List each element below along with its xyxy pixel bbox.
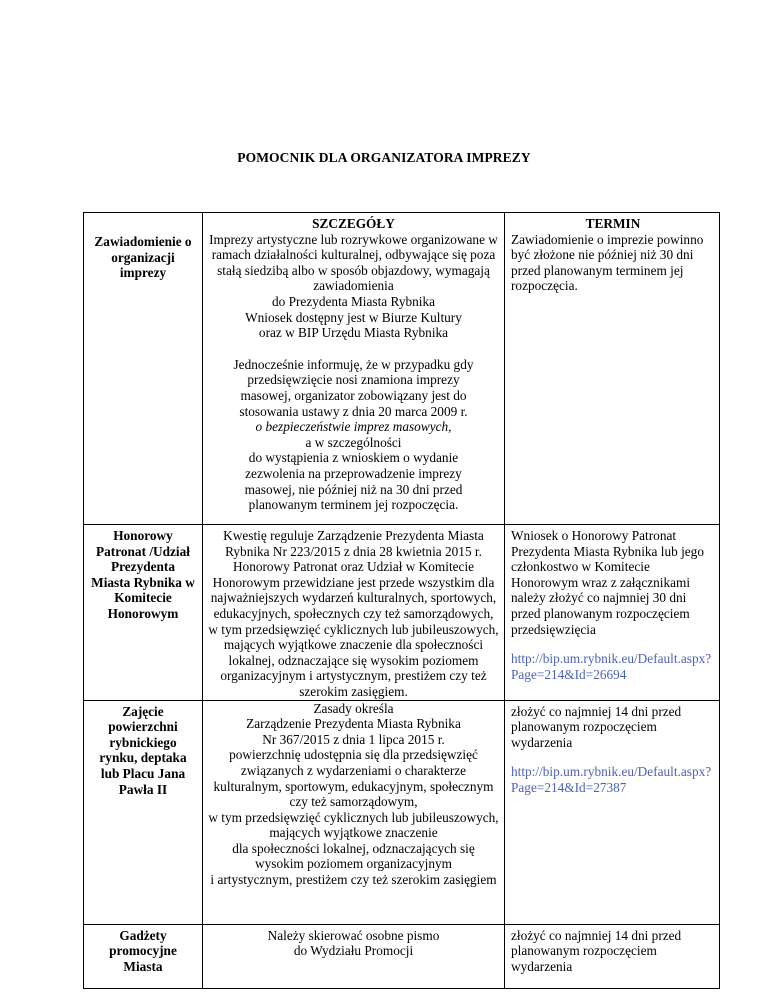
row-label-cell bbox=[84, 213, 203, 525]
punctuation: , bbox=[448, 419, 452, 435]
details-text: Jednocześnie informuję, że w przypadku gdy przedsięwzięcie nosi znamiona imprezy masowej, organizator zobowiązany jest do stosowania ustawy z dnia 20 marca 2009 r. bbox=[233, 356, 474, 419]
details-text: Zarządzenie Prezydenta Miasta Rybnika bbox=[246, 716, 461, 732]
details-text: Należy skierować osobne pismo bbox=[267, 927, 440, 943]
details-text: powierzchnię udostępnia się dla przedsięwzięć związanych z wydarzeniami o charakterze kulturalnym, sportowym, edukacyjnym, społecznym czy też samorządowym, bbox=[213, 747, 494, 810]
term-cell bbox=[505, 525, 720, 701]
details-text: Zasady określa bbox=[313, 700, 394, 716]
mass-event-note bbox=[208, 357, 499, 513]
act-title: o bezpieczeństwie imprez masowych bbox=[255, 419, 449, 435]
details-text: oraz w BIP Urzędu Miasta Rybnika bbox=[258, 325, 449, 341]
organizer-helper-table bbox=[83, 212, 720, 989]
details-text: Nr 367/2015 z dnia 1 lipca 2015 r. bbox=[262, 731, 445, 747]
table-row-honorary-patronage bbox=[84, 525, 720, 701]
term-text: Wniosek o Honorowy Patronat Prezydenta Miasta Rybnika lub jego członkostwo w Komitecie Honorowym wraz z załącznikami należy złożyć co najmniej 30 dni przed planowanym rozpoczęciem przedsięwzięcia bbox=[511, 528, 704, 637]
term-text: Zawiadomienie o imprezie powinno być złożone nie później niż 30 dni przed planowanym terminem jej rozpoczęcia. bbox=[511, 231, 704, 294]
table-row-market-square bbox=[84, 700, 720, 924]
term-text: złożyć co najmniej 14 dni przed planowanym rozpoczęciem wydarzenia bbox=[511, 927, 682, 974]
row-label: Zajęcie powierzchni rybnickiego rynku, deptaka lub Placu Jana Pawła II bbox=[99, 703, 187, 797]
page-title: POMOCNIK DLA ORGANIZATORA IMPREZY bbox=[237, 150, 531, 165]
table-row-notification bbox=[84, 213, 720, 525]
table-row-promo-gadgets bbox=[84, 924, 720, 988]
bip-link[interactable]: http://bip.um.rybnik.eu/Default.aspx?Page=214&Id=26694 bbox=[511, 651, 712, 682]
details-text: mających wyjątkowe znaczenie bbox=[269, 825, 438, 841]
row-label-cell bbox=[84, 700, 203, 924]
term-header: TERMIN bbox=[585, 216, 641, 231]
details-text: do Wydziału Promocji bbox=[293, 943, 414, 959]
details-cell bbox=[203, 213, 505, 525]
details-cell bbox=[203, 924, 505, 988]
row-label-cell bbox=[84, 924, 203, 988]
details-text: a w szczególności bbox=[305, 434, 402, 450]
details-text: Wniosek dostępny jest w Biurze Kultury bbox=[245, 309, 462, 325]
details-text: dla społeczności lokalnej, odznaczających się wysokim poziomem organizacyjnym bbox=[232, 840, 475, 872]
row-label: Zawiadomienie o organizacji imprezy bbox=[94, 234, 192, 281]
row-label: Gadżety promocyjne Miasta bbox=[109, 927, 177, 974]
term-text: złożyć co najmniej 14 dni przed planowanym rozpoczęciem wydarzenia bbox=[511, 703, 682, 750]
details-text: do Prezydenta Miasta Rybnika bbox=[271, 293, 436, 309]
details-text bbox=[222, 419, 485, 435]
details-text: Imprezy artystyczne lub rozrywkowe organizowane w ramach działalności kulturalnej, odbywające się poza stałą siedzibą albo w sposób objazdowy, wymagają zawiadomienia bbox=[209, 231, 498, 294]
term-cell bbox=[505, 213, 720, 525]
details-text: w tym przedsięwzięć cyklicznych lub jubileuszowych, bbox=[208, 809, 499, 825]
details-text: do wystąpienia z wnioskiem o wydanie zezwolenia na przeprowadzenie imprezy masowej, nie później niż na 30 dni przed planowanym terminem jej rozpoczęcia. bbox=[244, 450, 463, 513]
bip-link[interactable]: http://bip.um.rybnik.eu/Default.aspx?Page=214&Id=27387 bbox=[511, 764, 712, 795]
details-header: SZCZEGÓŁY bbox=[312, 216, 395, 231]
details-cell bbox=[203, 525, 505, 701]
row-label: Honorowy Patronat /Udział Prezydenta Miasta Rybnika w Komitecie Honorowym bbox=[91, 528, 195, 621]
details-cell bbox=[203, 700, 505, 924]
row-label-cell bbox=[84, 525, 203, 701]
details-text: i artystycznym, prestiżem czy też szerokim zasięgiem bbox=[210, 872, 497, 888]
term-cell bbox=[505, 700, 720, 924]
term-cell bbox=[505, 924, 720, 988]
details-text: Kwestię reguluje Zarządzenie Prezydenta Miasta Rybnika Nr 223/2015 z dnia 28 kwietnia 2015 r. Honorowy Patronat oraz Udział w Komitecie Honorowym przewidziane jest przede wszystkim dla najważniejszych wydarzeń kulturalnych, sportowych, edukacyjnych, społecznych czy też samorządowych, w tym przedsięwzięć cyklicznych lub jubileuszowych, mających wyjątkowe znaczenie dla społeczności lokalnej, odznaczające się wysokim poziomem organizacyjnym i artystycznym, prestiżem czy też szerokim zasięgiem. bbox=[208, 528, 499, 699]
